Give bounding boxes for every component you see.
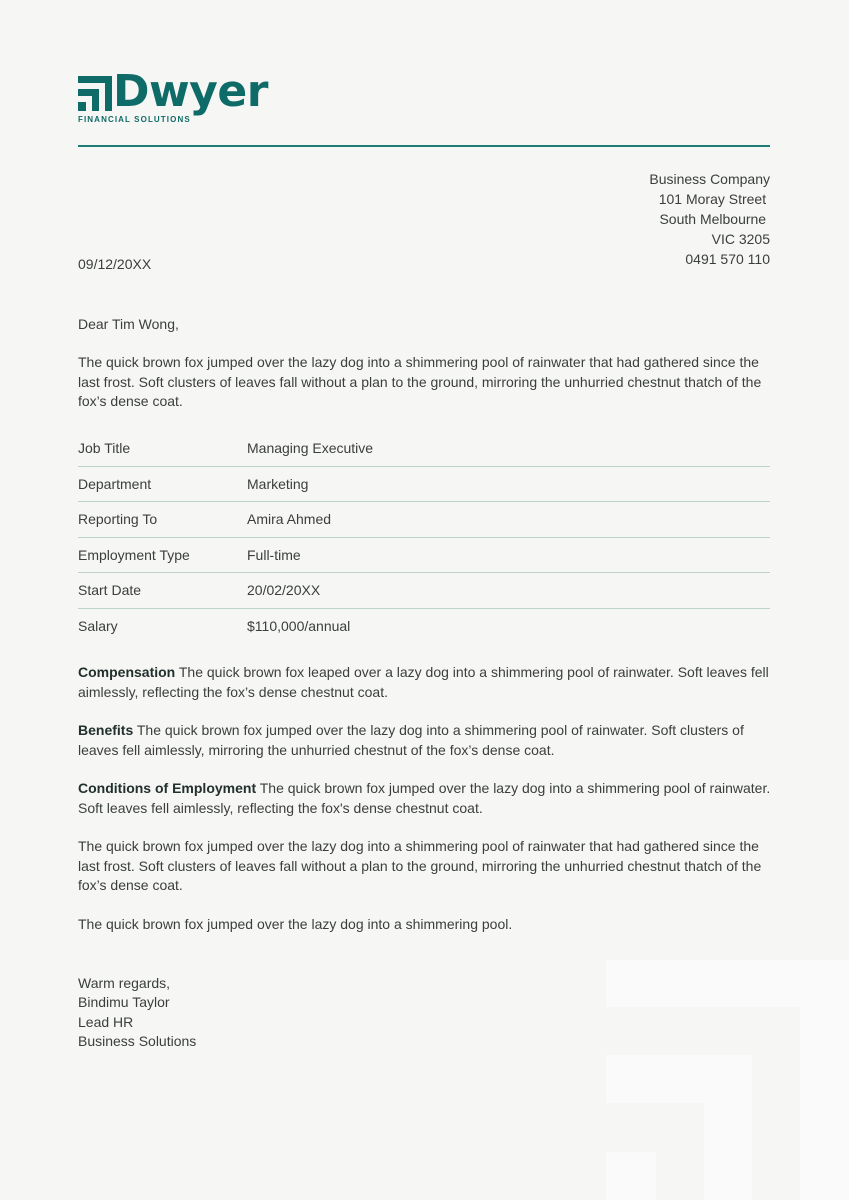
signer-title: Lead HR	[78, 1013, 134, 1030]
table-row	[78, 573, 770, 609]
detail-label: Reporting To	[78, 511, 158, 528]
table-row	[78, 431, 770, 467]
detail-value: $110,000/annual	[247, 617, 351, 634]
detail-label: Employment Type	[78, 546, 190, 563]
logo-mark-icon	[78, 76, 112, 111]
address-line: 0491 570 110	[685, 251, 770, 267]
brand-tagline: FINANCIAL SOLUTIONS	[78, 115, 191, 124]
table-row	[78, 467, 770, 503]
address-line: VIC 3205	[711, 231, 770, 247]
logo-watermark-icon	[606, 960, 849, 1200]
detail-label: Department	[78, 475, 152, 492]
closing-phrase: Warm regards,	[78, 975, 171, 991]
section-text: The quick brown fox jumped over the lazy dog into a shimmering pool of rainwater. Soft leaves fell aimlessly, reflecting the fox's dense chestnut coat.	[78, 780, 771, 816]
brand-name: Dwyer	[113, 66, 268, 117]
address-line: Business Company	[649, 171, 770, 187]
detail-value: 20/02/20XX	[247, 582, 321, 599]
detail-value: Managing Executive	[247, 440, 374, 457]
section-heading: Benefits	[78, 722, 134, 738]
section-heading: Conditions of Employment	[78, 780, 257, 796]
letter-date: 09/12/20XX	[78, 256, 152, 272]
detail-value: Amira Ahmed	[247, 511, 332, 528]
detail-label: Job Title	[78, 440, 131, 457]
closing-paragraph: The quick brown fox jumped over the lazy dog into a shimmering pool of rainwater that had gathered since the last frost. Soft clusters of leaves fall without a plan to the ground, mirroring the unhurried chestnut thatch of the fox’s dense coat.	[78, 838, 762, 893]
detail-label: Salary	[78, 617, 118, 634]
signer-name: Bindimu Taylor	[78, 994, 170, 1011]
intro-paragraph: The quick brown fox jumped over the lazy dog into a shimmering pool of rainwater that had gathered since the last frost. Soft clusters of leaves fall without a plan to the ground, mirroring the unhurried chestnut thatch of the fox’s dense coat.	[78, 354, 762, 409]
section-text: The quick brown fox leaped over a lazy dog into a shimmering pool of rainwater. Soft leaves fell aimlessly, reflecting the fox’s dense chestnut coat.	[78, 664, 769, 700]
benefits-section	[78, 721, 772, 760]
compensation-section	[78, 663, 772, 702]
conditions-section	[78, 779, 772, 818]
section-heading: Compensation	[78, 664, 176, 680]
closing-paragraph: The quick brown fox jumped over the lazy dog into a shimmering pool.	[78, 916, 513, 932]
table-row	[78, 502, 770, 538]
address-line: 101 Moray Street	[658, 191, 770, 207]
table-row	[78, 538, 770, 574]
detail-value: Marketing	[247, 475, 309, 492]
address-line: South Melbourne	[659, 211, 770, 227]
employment-details-table	[78, 431, 770, 643]
detail-value: Full-time	[247, 546, 301, 563]
recipient-address	[649, 169, 770, 269]
salutation: Dear Tim Wong,	[78, 316, 179, 332]
signoff-block	[78, 974, 196, 1051]
section-text: The quick brown fox jumped over the lazy dog into a shimmering pool of rainwater. Soft clusters of leaves fell aimlessly, mirroring the unhurried chestnut of the fox’s dense coat.	[78, 722, 744, 758]
table-row	[78, 609, 770, 644]
detail-label: Start Date	[78, 582, 142, 599]
signer-company: Business Solutions	[78, 1032, 197, 1049]
header-divider	[78, 145, 770, 147]
